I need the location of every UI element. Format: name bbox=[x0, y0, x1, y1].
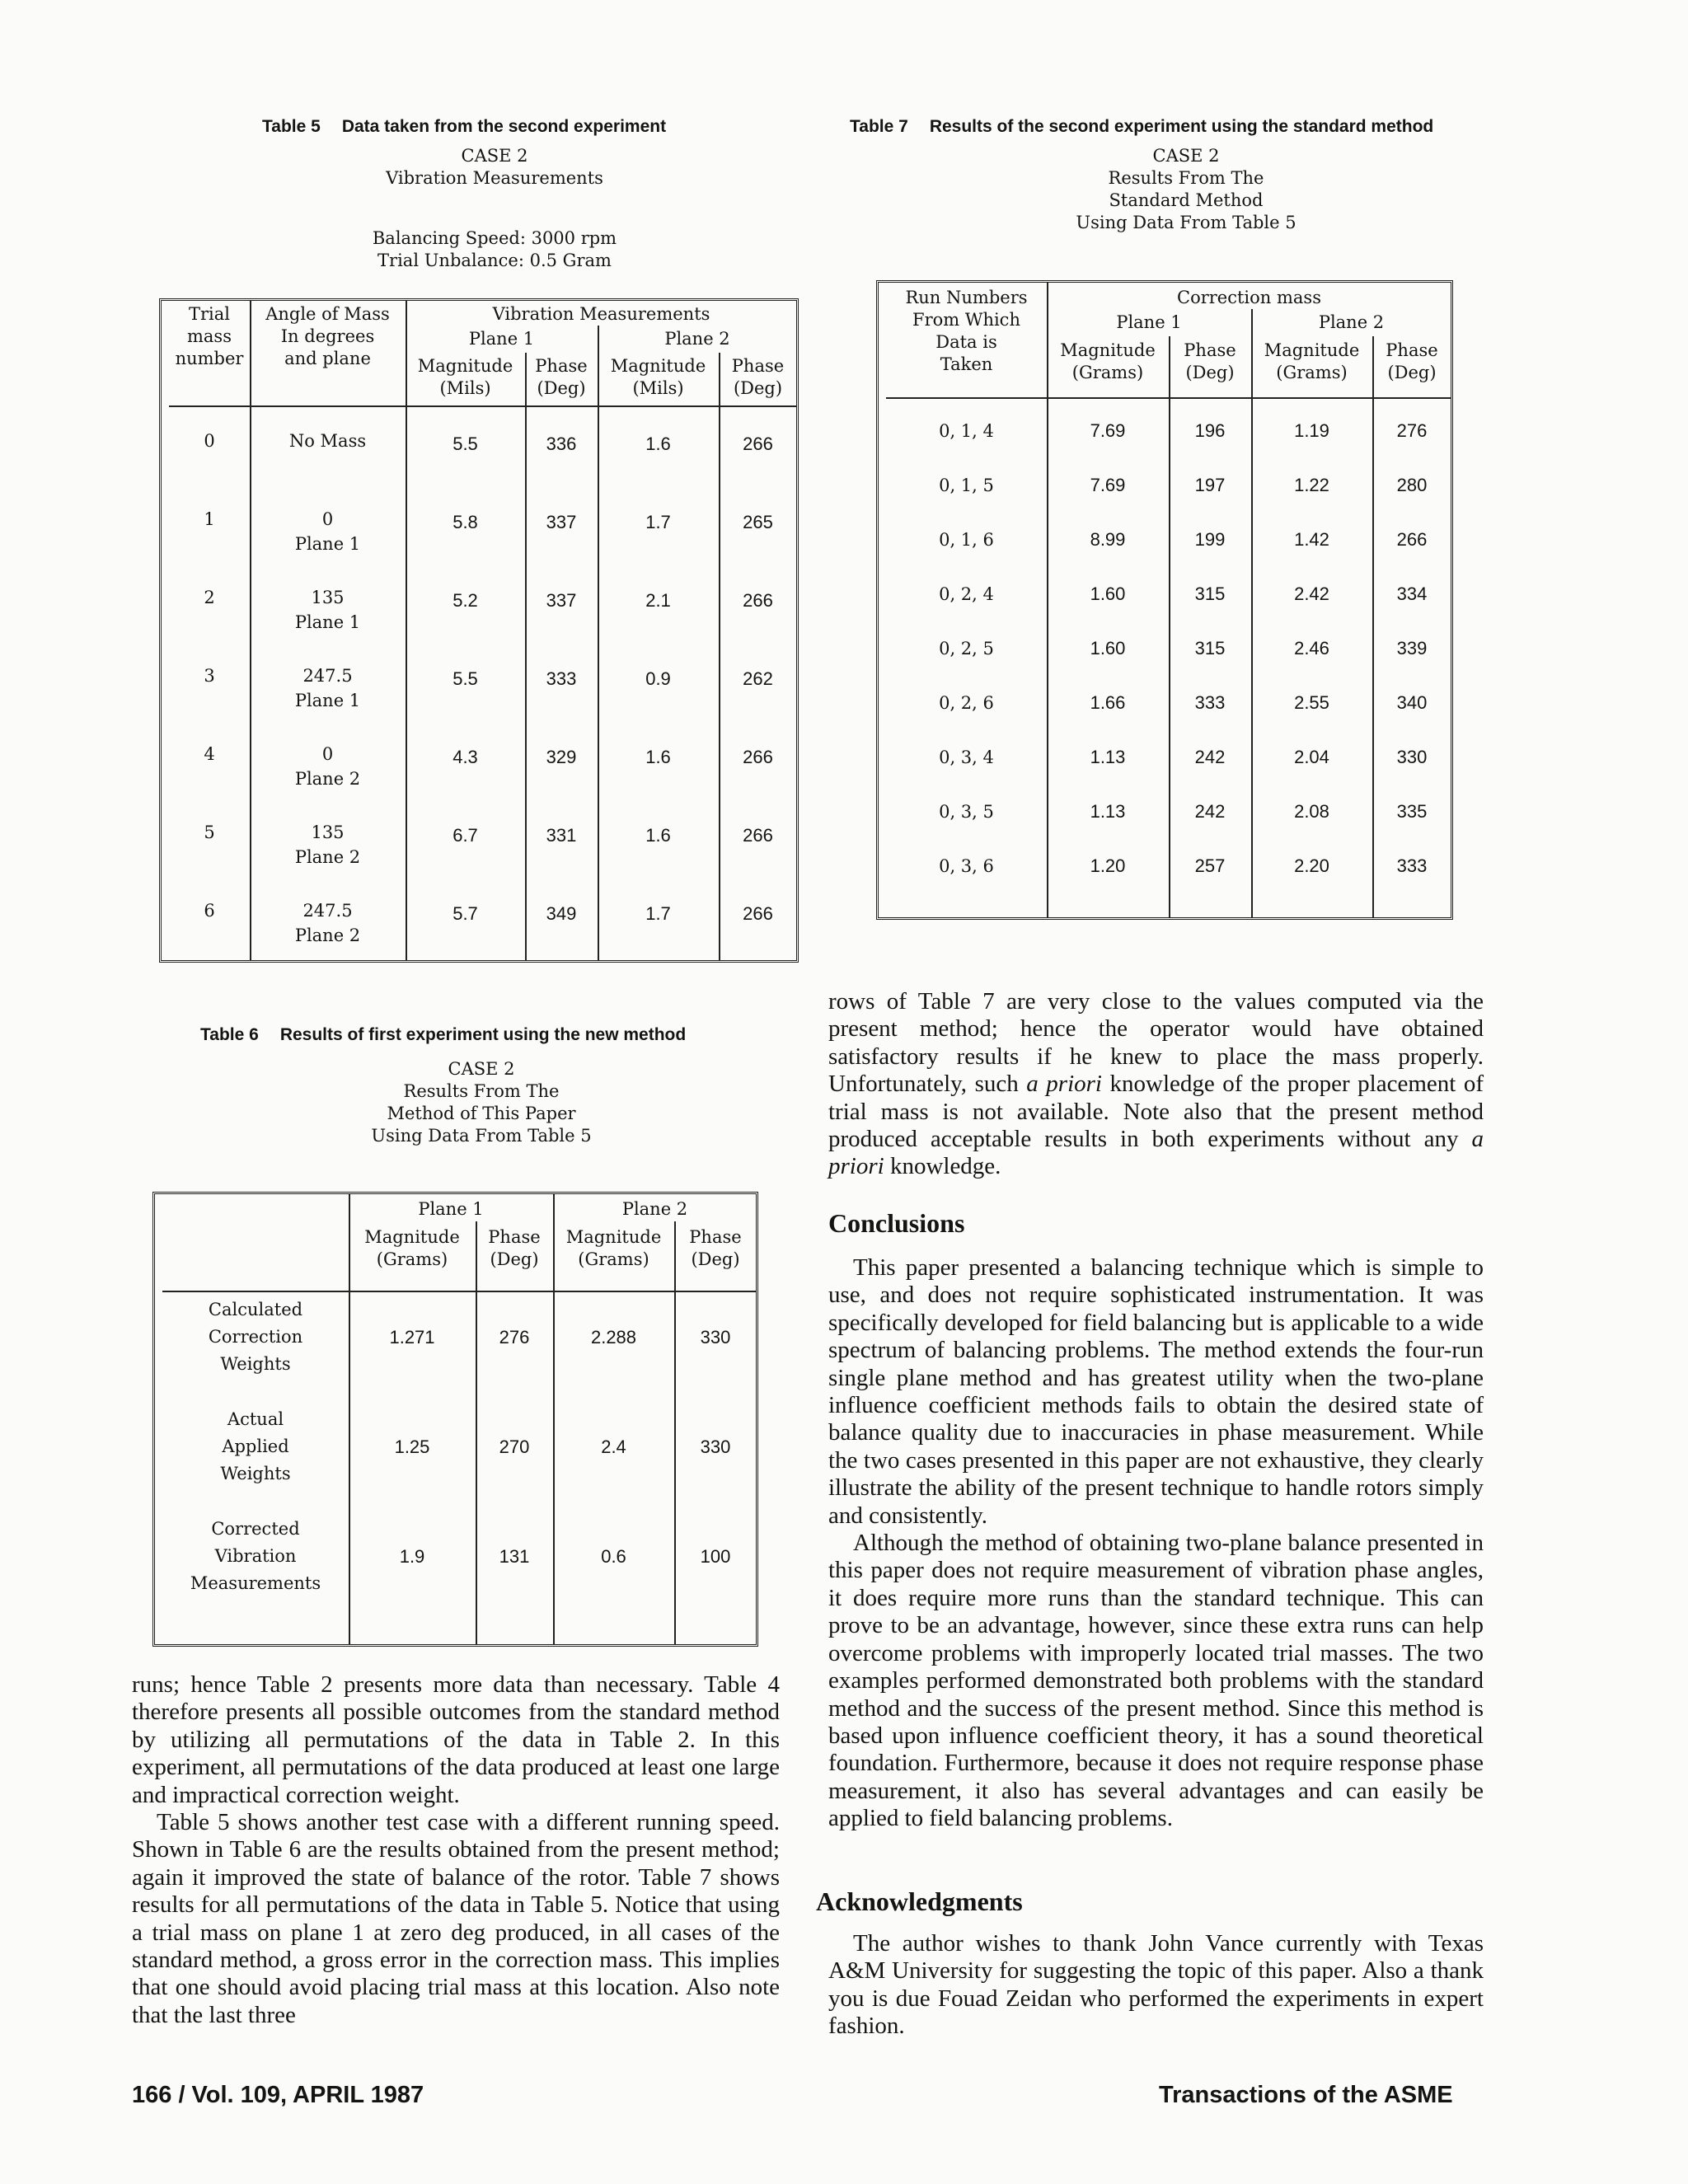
paragraph bbox=[828, 988, 1484, 1181]
table5-caption bbox=[262, 117, 666, 137]
header-line: (Mils) bbox=[439, 378, 491, 398]
table5-angle-cell: 0 bbox=[321, 744, 334, 764]
table6-row-label: Correction bbox=[208, 1327, 303, 1347]
acknowledgments-text bbox=[828, 1930, 1484, 2041]
table7-run-cell: 0, 3, 6 bbox=[939, 856, 994, 876]
table5-magnitude-cell: 6.7 bbox=[452, 825, 478, 846]
table7-phase-cell: 199 bbox=[1194, 529, 1226, 550]
table5-plane-cell: Plane 1 bbox=[294, 534, 361, 554]
table7-magnitude-cell: 1.60 bbox=[1090, 583, 1126, 604]
table7-magnitude-cell: 2.04 bbox=[1294, 747, 1329, 767]
table7-phase-cell: 334 bbox=[1396, 583, 1428, 604]
table6-title-line: Method of This Paper bbox=[387, 1104, 576, 1123]
table7-run-cell: 0, 2, 6 bbox=[939, 693, 994, 713]
table6-row-label: Calculated bbox=[208, 1300, 303, 1319]
table5-phase-cell: 266 bbox=[743, 590, 773, 611]
table6-title-line: CASE 2 bbox=[448, 1059, 515, 1079]
table7-phase-cell: 339 bbox=[1396, 638, 1428, 658]
table5-header-angle bbox=[250, 303, 406, 370]
table7-run-cell: 0, 1, 4 bbox=[939, 421, 994, 441]
header-line: and plane bbox=[284, 349, 371, 368]
table7-run-cell: 0, 2, 5 bbox=[939, 639, 994, 658]
footer-journal: Transactions of the ASME bbox=[1159, 2082, 1453, 2108]
table7-phase-cell: 266 bbox=[1396, 529, 1428, 550]
table7-phase-cell: 242 bbox=[1194, 747, 1226, 767]
table7-phase-cell: 196 bbox=[1194, 420, 1226, 441]
table5-param: Trial Unbalance: 0.5 Gram bbox=[377, 251, 612, 270]
table6-row-label: Actual bbox=[227, 1409, 284, 1429]
table7-caption bbox=[850, 117, 1433, 137]
table7-header-run bbox=[886, 287, 1047, 376]
table6-row-label: Weights bbox=[220, 1464, 291, 1483]
table5-label: Table 5 bbox=[262, 117, 321, 136]
header-line: (Deg) bbox=[537, 378, 586, 398]
table5-magnitude-cell: 1.6 bbox=[645, 825, 671, 846]
table7-run-cell: 0, 1, 6 bbox=[939, 530, 994, 550]
table6-header-plane2 bbox=[553, 1198, 757, 1221]
left-column-text bbox=[132, 1671, 780, 2029]
header-line: Run Numbers bbox=[905, 288, 1028, 307]
table7-title-line: Using Data From Table 5 bbox=[1076, 213, 1296, 232]
header-line: Magnitude bbox=[417, 356, 513, 376]
table6-label: Table 6 bbox=[200, 1025, 259, 1044]
table7-magnitude-cell: 1.60 bbox=[1090, 638, 1126, 658]
header-line: (Deg) bbox=[733, 378, 783, 398]
table7-magnitude-cell: 1.19 bbox=[1294, 420, 1329, 441]
table5-header-phase bbox=[525, 355, 598, 400]
table7-title-line: Standard Method bbox=[1109, 190, 1264, 210]
header-line: (Grams) bbox=[578, 1249, 649, 1269]
header-line: Phase bbox=[731, 356, 785, 376]
table5-plane-cell: Plane 2 bbox=[294, 847, 361, 867]
table5-angle-cell: 247.5 bbox=[302, 901, 353, 921]
paragraph: This paper presented a balancing technique which is simple to use, and does not require sophisticated instrumentation. It was specifically developed for field balancing but is applicable to a wide spectrum of balancing problems. The method extends the four-run single plane method and has greatest utility when the two-plane influence coefficient methods fails to obtain the desired state of balance quality due to inaccuracies in phase measurement. While the two cases presented in this paper are not exhaustive, they clearly illustrate the ability of the present technique to handle rotors simply and consistently. bbox=[828, 1254, 1484, 1529]
table7-run-cell: 0, 3, 4 bbox=[939, 748, 994, 767]
table6-row-label: Applied bbox=[222, 1436, 289, 1456]
header-line: (Deg) bbox=[490, 1249, 539, 1269]
table6-magnitude-cell: 2.288 bbox=[590, 1327, 637, 1347]
table5-magnitude-cell: 1.6 bbox=[645, 434, 671, 454]
paragraph: The author wishes to thank John Vance currently with Texas A&M University for suggesting the topic of this paper. Also a thank you is due Fouad Zeidan who performed the experiments in expert fashion. bbox=[828, 1930, 1484, 2040]
table5-phase-cell: 337 bbox=[546, 512, 577, 532]
table6-row-label: Measurements bbox=[190, 1573, 321, 1593]
table5-header-rule bbox=[169, 405, 797, 407]
text-run: a priori bbox=[828, 1126, 1484, 1180]
table5-param: Balancing Speed: 3000 rpm bbox=[372, 228, 617, 248]
table5-title-line: CASE 2 bbox=[461, 146, 528, 166]
table5-angle-cell: 0 bbox=[321, 509, 334, 529]
header-line: Magnitude bbox=[364, 1227, 460, 1247]
paragraph: runs; hence Table 2 presents more data than necessary. Table 4 therefore presents all possible outcomes from the standard method by utilizing all permutations of the data in Table 2. In this experiment, all permutations of the data produced at least one large and impractical correction weight. bbox=[132, 1671, 780, 1808]
header-line: Angle of Mass bbox=[265, 304, 390, 324]
table5-trial-cell: 0 bbox=[204, 431, 215, 451]
header-line: Correction mass bbox=[1177, 288, 1321, 307]
table7-magnitude-cell: 1.66 bbox=[1090, 692, 1126, 713]
table6-magnitude-cell: 1.25 bbox=[394, 1436, 430, 1457]
table6-title bbox=[316, 1058, 646, 1147]
table5-header-magnitude bbox=[598, 355, 719, 400]
table7-phase-cell: 335 bbox=[1396, 801, 1428, 822]
table5-angle-cell: 135 bbox=[311, 588, 345, 607]
table5-magnitude-cell: 0.9 bbox=[645, 668, 671, 689]
header-line: Magnitude bbox=[565, 1227, 662, 1247]
header-line: (Deg) bbox=[691, 1249, 740, 1269]
header-line: (Grams) bbox=[1276, 363, 1348, 382]
table7-magnitude-cell: 1.13 bbox=[1090, 801, 1126, 822]
table7-label: Table 7 bbox=[850, 117, 908, 136]
header-line: In degrees bbox=[280, 326, 375, 346]
table7-col-rule bbox=[1251, 309, 1253, 918]
table6-magnitude-cell: 2.4 bbox=[601, 1436, 626, 1457]
table7-magnitude-cell: 1.42 bbox=[1294, 529, 1329, 550]
header-line: Phase bbox=[1184, 340, 1236, 360]
table7-phase-cell: 280 bbox=[1396, 475, 1428, 495]
table7-phase-cell: 276 bbox=[1396, 420, 1428, 441]
table5-trial-cell: 1 bbox=[204, 509, 215, 529]
table5-magnitude-cell: 5.5 bbox=[452, 668, 478, 689]
header-line: Phase bbox=[488, 1227, 541, 1247]
table5-phase-cell: 265 bbox=[743, 512, 773, 532]
table5-trial-cell: 5 bbox=[204, 823, 215, 842]
table6-phase-cell: 131 bbox=[499, 1546, 530, 1567]
header-line: Plane 1 bbox=[1116, 312, 1182, 332]
table7-header-phase bbox=[1169, 340, 1251, 384]
header-line: Plane 2 bbox=[621, 1199, 688, 1219]
table7-phase-cell: 333 bbox=[1194, 692, 1226, 713]
header-line: (Grams) bbox=[376, 1249, 448, 1269]
header-line: Plane 1 bbox=[468, 329, 535, 349]
table6-row-label: Vibration bbox=[214, 1546, 297, 1566]
conclusions-heading: Conclusions bbox=[828, 1208, 965, 1238]
header-line: From Which bbox=[912, 310, 1020, 330]
table7-phase-cell: 330 bbox=[1396, 747, 1428, 767]
table6-row-label: Corrected bbox=[211, 1519, 300, 1539]
table5-trial-cell: 3 bbox=[204, 666, 215, 686]
table6-header-phase bbox=[476, 1226, 553, 1271]
table5-header-magnitude bbox=[406, 355, 525, 400]
conclusions-text bbox=[828, 1254, 1484, 1833]
table6-phase-cell: 330 bbox=[700, 1436, 731, 1457]
table7-magnitude-cell: 2.46 bbox=[1294, 638, 1329, 658]
table6-caption bbox=[200, 1025, 686, 1045]
table7-header-magnitude bbox=[1047, 340, 1169, 384]
table5-angle-cell: 247.5 bbox=[302, 666, 353, 686]
header-line: Phase bbox=[535, 356, 588, 376]
table7-run-cell: 0, 2, 4 bbox=[939, 584, 994, 604]
table7-magnitude-cell: 2.55 bbox=[1294, 692, 1329, 713]
table6-header-magnitude bbox=[553, 1226, 674, 1271]
header-line: Phase bbox=[689, 1227, 742, 1247]
table6-phase-cell: 276 bbox=[499, 1327, 530, 1347]
table5-magnitude-cell: 4.3 bbox=[452, 747, 478, 767]
table7-magnitude-cell: 1.13 bbox=[1090, 747, 1126, 767]
table5-title bbox=[330, 145, 659, 190]
header-line: (Deg) bbox=[1387, 363, 1437, 382]
table5-magnitude-cell: 5.5 bbox=[452, 434, 478, 454]
table7-phase-cell: 333 bbox=[1396, 855, 1428, 876]
table7-run-cell: 0, 1, 5 bbox=[939, 476, 994, 495]
table7-run-cell: 0, 3, 5 bbox=[939, 802, 994, 822]
table7-header-magnitude bbox=[1251, 340, 1372, 384]
table7-magnitude-cell: 1.22 bbox=[1294, 475, 1329, 495]
table7-magnitude-cell: 7.69 bbox=[1090, 420, 1126, 441]
table5-title-line: Vibration Measurements bbox=[386, 168, 603, 188]
header-line: number bbox=[175, 349, 244, 368]
table7-phase-cell: 257 bbox=[1194, 855, 1226, 876]
header-line: (Deg) bbox=[1185, 363, 1235, 382]
table5-phase-cell: 333 bbox=[546, 668, 577, 689]
table6-caption-text: Results of first experiment using the new method bbox=[279, 1025, 687, 1044]
table6-magnitude-cell: 1.9 bbox=[399, 1546, 425, 1567]
paragraph: Table 5 shows another test case with a different running speed. Shown in Table 6 are the results obtained from the present method; again it improved the state of balance of the rotor. Table 7 shows results for all permutations of the data in Table 5. Notice that using a trial mass on plane 1 at zero deg produced, in all cases of the standard method, a gross error in the correction mass. This implies that one should avoid placing trial mass at this location. Also note that the last three bbox=[132, 1809, 780, 2028]
table7-phase-cell: 242 bbox=[1194, 801, 1226, 822]
table6-magnitude-cell: 1.271 bbox=[389, 1327, 435, 1347]
table6-col-rule bbox=[674, 1221, 676, 1645]
table6-header-magnitude bbox=[349, 1226, 476, 1271]
table5-phase-cell: 262 bbox=[743, 668, 773, 689]
table5-phase-cell: 266 bbox=[743, 434, 773, 454]
acknowledgments-heading: Acknowledgments bbox=[816, 1886, 1023, 1916]
header-line: Trial bbox=[189, 304, 230, 324]
table6-magnitude-cell: 0.6 bbox=[601, 1546, 626, 1567]
header-line: Plane 2 bbox=[664, 329, 730, 349]
table5-magnitude-cell: 5.8 bbox=[452, 512, 478, 532]
table6-phase-cell: 270 bbox=[499, 1436, 530, 1457]
text-run: knowledge of the proper placement of trial mass is not available. Note also that the present method produced acceptable results in both experiments without any bbox=[828, 1071, 1484, 1153]
table5-phase-cell: 266 bbox=[743, 825, 773, 846]
table6-header-phase bbox=[674, 1226, 757, 1271]
table7-magnitude-cell: 2.08 bbox=[1294, 801, 1329, 822]
table5-params bbox=[330, 227, 659, 272]
table6-col-rule bbox=[476, 1221, 477, 1645]
text-run: knowledge. bbox=[884, 1153, 1001, 1180]
table5-phase-cell: 329 bbox=[546, 747, 577, 767]
table5-magnitude-cell: 1.7 bbox=[645, 903, 671, 924]
table5-header-phase bbox=[719, 355, 797, 400]
table5-angle-cell: No Mass bbox=[288, 431, 367, 451]
header-line: Plane 1 bbox=[418, 1199, 484, 1219]
table5-angle-cell: 135 bbox=[311, 823, 345, 842]
table7-magnitude-cell: 1.20 bbox=[1090, 855, 1126, 876]
table5-plane-cell: Plane 2 bbox=[294, 926, 361, 945]
table5-magnitude-cell: 5.2 bbox=[452, 590, 478, 611]
table7-title bbox=[1021, 145, 1351, 234]
header-line: Vibration Measurements bbox=[492, 304, 710, 324]
table5-phase-cell: 266 bbox=[743, 747, 773, 767]
table5-header-plane1 bbox=[406, 328, 598, 350]
table5-phase-cell: 336 bbox=[546, 434, 577, 454]
header-line: Taken bbox=[940, 354, 993, 374]
table7-magnitude-cell: 8.99 bbox=[1090, 529, 1126, 550]
table7-header-plane1 bbox=[1047, 312, 1251, 334]
table7-header-plane2 bbox=[1251, 312, 1451, 334]
header-line: Plane 2 bbox=[1318, 312, 1385, 332]
table5-caption-text: Data taken from the second experiment bbox=[341, 117, 667, 136]
table7-header-phase bbox=[1372, 340, 1451, 384]
table5-magnitude-cell: 5.7 bbox=[452, 903, 478, 924]
footer-page-info: 166 / Vol. 109, APRIL 1987 bbox=[132, 2082, 424, 2108]
text-run: a priori bbox=[1026, 1071, 1102, 1098]
header-line: (Mils) bbox=[632, 378, 684, 398]
table7-title-line: CASE 2 bbox=[1152, 146, 1220, 166]
table6-title-line: Using Data From Table 5 bbox=[371, 1126, 592, 1146]
table5-phase-cell: 349 bbox=[546, 903, 577, 924]
table7-magnitude-cell: 2.20 bbox=[1294, 855, 1329, 876]
table5-plane-cell: Plane 2 bbox=[294, 769, 361, 789]
table5-magnitude-cell: 1.6 bbox=[645, 747, 671, 767]
table5-plane-cell: Plane 1 bbox=[294, 612, 361, 632]
table7-magnitude-cell: 2.42 bbox=[1294, 583, 1329, 604]
table6-row-label: Weights bbox=[220, 1354, 291, 1374]
table5-header-plane2 bbox=[598, 328, 797, 350]
header-line: Data is bbox=[935, 332, 997, 352]
table7-phase-cell: 315 bbox=[1194, 583, 1226, 604]
table7-magnitude-cell: 7.69 bbox=[1090, 475, 1126, 495]
table5-phase-cell: 337 bbox=[546, 590, 577, 611]
table5-phase-cell: 331 bbox=[546, 825, 577, 846]
table5-col-rule bbox=[598, 326, 599, 961]
table6-phase-cell: 100 bbox=[700, 1546, 731, 1567]
table7-phase-cell: 197 bbox=[1194, 475, 1226, 495]
table5-trial-cell: 6 bbox=[204, 901, 215, 921]
table6-phase-cell: 330 bbox=[700, 1327, 731, 1347]
table7-header-correction bbox=[1047, 287, 1451, 309]
paragraph: Although the method of obtaining two-plane balance presented in this paper does not require measurement of vibration phase angles, it does require more runs than the standard technique. This can prove to be an advantage, however, since these extra runs can help overcome problems with improperly located trial masses. The two examples performed demonstrated both problems with the standard method and the success of the present method. Since this method is based upon influence coefficient theory, it has a sound theoretical foundation. Furthermore, because it does not require response phase measurement, it also has several advantages and can easily be applied to field balancing problems. bbox=[828, 1530, 1484, 1832]
table7-caption-text: Results of the second experiment using the standard method bbox=[929, 117, 1434, 136]
table5-magnitude-cell: 1.7 bbox=[645, 512, 671, 532]
table5-phase-cell: 266 bbox=[743, 903, 773, 924]
table5-header-trial bbox=[169, 303, 250, 370]
table5-header-vibration bbox=[406, 303, 797, 326]
header-line: mass bbox=[187, 326, 232, 346]
text-run: rows of Table 7 are very close to the values computed via the present method; hence the operator would have obtained satisfactory results if he knew to place the mass properly. Unfortunately, such bbox=[828, 988, 1484, 1098]
table6-header-plane1 bbox=[349, 1198, 553, 1221]
table7-title-line: Results From The bbox=[1108, 168, 1264, 188]
table5-magnitude-cell: 2.1 bbox=[645, 590, 671, 611]
right-column-text bbox=[828, 988, 1484, 1181]
header-line: (Grams) bbox=[1071, 363, 1144, 382]
table5-trial-cell: 2 bbox=[204, 588, 215, 607]
table5-trial-cell: 4 bbox=[204, 744, 215, 764]
table5-plane-cell: Plane 1 bbox=[294, 691, 361, 710]
table6-header-rule bbox=[162, 1291, 757, 1292]
table7-phase-cell: 340 bbox=[1396, 692, 1428, 713]
header-line: Magnitude bbox=[1060, 340, 1156, 360]
table6-title-line: Results From The bbox=[403, 1081, 560, 1101]
header-line: Magnitude bbox=[610, 356, 706, 376]
table7-phase-cell: 315 bbox=[1194, 638, 1226, 658]
header-line: Phase bbox=[1386, 340, 1438, 360]
header-line: Magnitude bbox=[1264, 340, 1360, 360]
